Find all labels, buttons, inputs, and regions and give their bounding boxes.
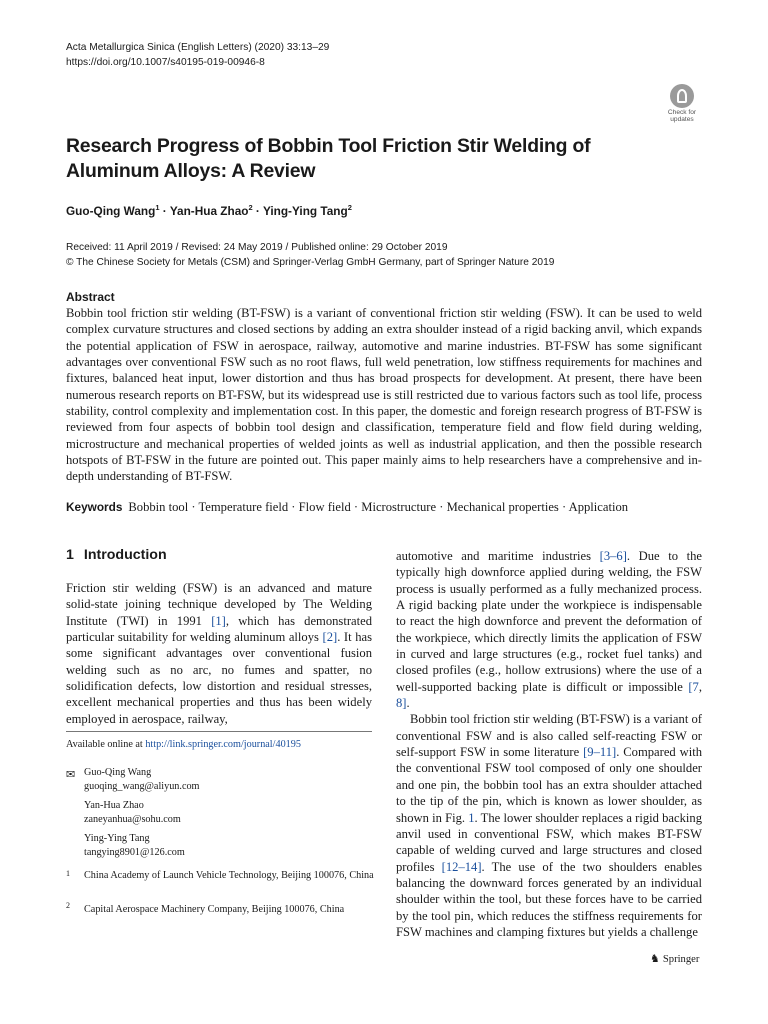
copyright-notice: © The Chinese Society for Metals (CSM) and Springer-Verlag GmbH Germany, part of Springer Nature 2019 — [66, 256, 555, 268]
figure-link[interactable]: 1 — [468, 810, 475, 825]
contact-name: Yan-Hua Zhao — [84, 800, 144, 811]
citation-link[interactable]: [12–14] — [441, 859, 482, 874]
publication-dates: Received: 11 April 2019 / Revised: 24 May 2019 / Published online: 29 October 2019 — [66, 242, 448, 253]
affiliation-text: China Academy of Launch Vehicle Technology, Beijing 100076, China — [84, 870, 374, 881]
corresponding-contacts — [84, 766, 200, 865]
affiliation-number: 2 — [66, 901, 70, 910]
contact-email[interactable]: tangying8901@126.com — [84, 846, 185, 858]
author-separator: · — [162, 203, 167, 218]
bookmark-icon — [670, 84, 694, 108]
badge-text: Check for updates — [667, 109, 697, 123]
journal-header — [66, 40, 329, 70]
keywords-line — [66, 500, 702, 515]
citation-link[interactable]: [7 — [688, 679, 699, 694]
keywords-label: Keywords — [66, 500, 123, 514]
section-number: 1 — [66, 547, 74, 563]
citation-link[interactable]: [2] — [322, 630, 338, 645]
section-title: Introduction — [83, 547, 167, 563]
doi-link[interactable]: https://doi.org/10.1007/s40195-019-00946-8 — [66, 57, 265, 68]
contact-email[interactable]: guoqing_wang@aliyun.com — [84, 780, 200, 792]
author-name[interactable]: Guo-Qing Wang — [66, 203, 156, 218]
check-for-updates-badge[interactable] — [662, 84, 702, 124]
publisher-logo — [650, 952, 699, 965]
paragraph: Bobbin tool friction stir welding (BT-FSW) is a variant of conventional FSW and is also called self-reacting FSW or self-support FSW in some literature [9–11]. Compared with the conventional FSW tool composed of only one shoulder and one pin, the bobbin tool has an extra shoulder attached to the tip of the pin, which is known as lower shoulder, as shown in Fig. 1. The lower shoulder replaces a rigid backing anvil used in conventional FSW, which makes BT-FSW capable of welding curved and large structures and closed profiles [12–14]. The use of the two shoulders enables balancing the downward forces generated by an individual shoulder within the tool, but these forces have to be carried by the tool pin, which reduces the stiffness requirements for FSW machines and clamping fixtures but yields a challenge — [396, 712, 703, 939]
springer-horse-icon: ♞ — [650, 953, 660, 965]
citation-link[interactable]: [3–6] — [599, 549, 627, 563]
author-name[interactable]: Ying-Ying Tang — [262, 203, 348, 218]
contact-entry — [84, 766, 200, 793]
contact-email[interactable]: zaneyanhua@sohu.com — [84, 813, 181, 825]
left-column-text: Friction stir welding (FSW) is an advanced and mature solid-state joining technique developed by The Welding Institute (TWI) in 1991 [1], which has demonstrated particular suitability for welding aluminum alloys [2]. It has some significant advantages over conventional fusion welding such as no arc, no fumes and spatter, no solidification defects, low distortion and residual stresses, excellent mechanical properties and thus has been widely employed in aerospace, railway, — [66, 581, 372, 726]
available-online: Available online at http://link.springer.com/journal/40195 — [66, 739, 301, 750]
author-affiliation-mark: 2 — [347, 203, 352, 212]
paper-title: Research Progress of Bobbin Tool Friction Stir Welding of Aluminum Alloys: A Review — [66, 135, 591, 182]
journal-link[interactable]: http://link.springer.com/journal/40195 — [145, 739, 301, 750]
publisher-name: Springer — [662, 954, 700, 965]
citation-link[interactable]: [9–11] — [583, 745, 617, 760]
keywords-text: Bobbin tool · Temperature field · Flow field · Microstructure · Mechanical properties · Application — [128, 500, 629, 514]
author-list — [66, 203, 352, 218]
contact-entry — [84, 832, 200, 859]
author-separator: · — [255, 203, 260, 218]
author-affiliation-mark: 1 — [155, 203, 160, 212]
envelope-icon: ✉ — [66, 769, 76, 781]
author-name[interactable]: Yan-Hua Zhao — [169, 203, 249, 218]
publication-info — [66, 241, 554, 270]
author-affiliation-mark: 2 — [248, 203, 253, 212]
journal-citation: Acta Metallurgica Sinica (English Letters) (2020) 33:13–29 — [66, 42, 330, 53]
right-column-text — [396, 548, 702, 940]
section-heading-introduction — [66, 547, 167, 563]
affiliation-text: Capital Aerospace Machinery Company, Beijing 100076, China — [84, 904, 345, 915]
citation-link[interactable]: [1] — [211, 613, 226, 628]
paragraph: automotive and maritime industries [3–6]. Due to the typically high downforce applied during welding, the FSW process is usually performed as a fully mechanized process. A rigid backing plate under the workpiece is indispensable to react the high downforce and prevent the deformation of the workpiece, which directly limits the application of FSW in curved and large structures (e.g., rocket fuel tanks) and closed profiles (e.g., hollow extrusions) where the use of a well-supported backing plate is difficult or impossible [7, 8]. — [396, 549, 702, 711]
contact-entry — [84, 799, 200, 826]
contact-name: Guo-Qing Wang — [84, 767, 152, 778]
contact-name: Ying-Ying Tang — [84, 833, 150, 844]
affiliation-number: 1 — [66, 869, 70, 878]
abstract-heading: Abstract — [66, 290, 115, 304]
citation-link[interactable]: 8] — [396, 696, 407, 711]
abstract-text: Bobbin tool friction stir welding (BT-FSW) is a variant of conventional friction stir welding (FSW). It can be used to weld complex curvature structures and closed sections by adding an extra shoulder instead of a rigid backing anvil, which expands the potential application of FSW in aerospace, railway, automotive and marine industries. BT-FSW has some significant advantages over conventional FSW such as no root flaws, full weld penetration, low stiffness requirements for machines and fixtures, balanced heat input, lower distortion and thus has broad prospects for development. At present, there have been numerous research reports on BT-FSW, but its widespread use is still restricted due to various factors such as tool life, process stability, control complexity and implementation cost. In this paper, the domestic and foreign research progress of BT-FSW is reviewed from four aspects of bobbin tool design and classification, temperature field and flow field during welding, microstructure and mechanical properties of welded joints as well as industrial application, and then the possible research hotspots of BT-FSW in the future are pointed out. This paper mainly aims to help researchers have a comprehensive and in-depth understanding of BT-FSW. — [66, 306, 702, 484]
footnote-divider — [66, 731, 372, 732]
